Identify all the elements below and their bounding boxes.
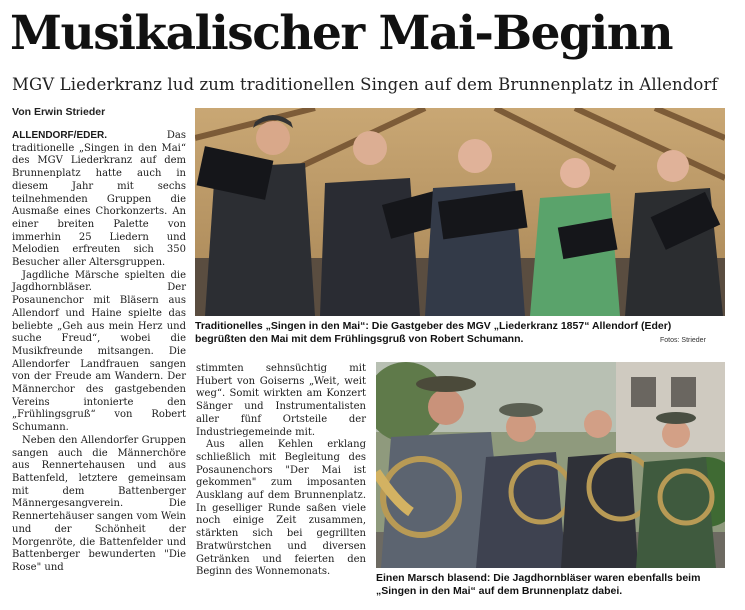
headline: Musikalischer Mai-Beginn: [10, 6, 673, 61]
photo-caption-1: Traditionelles „Singen in den Mai“: Die Gastgeber des MGV „Liederkranz 1857“ Allendorf (Eder) begrüßten den Mai mit dem Frühlingsgruß von Robert Schumann.: [195, 320, 672, 345]
dateline: ALLENDORF/EDER.: [12, 130, 107, 141]
article-column-1: [12, 130, 186, 575]
article-column-2: [196, 363, 366, 579]
choir-photo: [195, 108, 725, 316]
paragraph: Jagdliche Märsche spielten die Jagdhornbläser. Der Posaunenchor mit Bläsern aus Allendorf und Haine spielte das beliebte „Geh aus mein Herz und suche Freud“, wobei die Musikfreunde mitsangen. Die Allendorfer Landfrauen sangen von der Freude am Wandern. Der Männerchor des gastgebenden Vereins intonierte den „Frühlingsgruß“ von Robert Schumann.: [12, 269, 186, 434]
paragraph-text: Das traditionelle „Singen in den Mai“ des MGV Liederkranz auf dem Brunnenplatz hatte auch in diesem Jahr mit sechs teilnehmenden Gruppen die Ausmaße eines Chorkonzerts. An einer breiten Palette von immerhin 25 Liedern und Melodien erfreuten sich 350 Besucher aller Altersgruppen.: [12, 130, 186, 269]
byline: Von Erwin Strieder: [12, 106, 106, 118]
horn-players-photo: [376, 362, 725, 568]
photo-credit: Fotos: Strieder: [660, 337, 706, 344]
paragraph: Aus allen Kehlen erklang schließlich mit Begleitung des Posaunenchors "Der Mai ist gekommen" zum imposanten Ausklang auf dem Brunnenplatz. In geselliger Runde saßen viele noch einige Zeit zusammen, stärkten sich bei gegrillten Bratwürstchen und diversen Getränken und feierten den Beginn des Wonnemonats.: [196, 439, 366, 578]
horn-players-photo-image: [376, 362, 725, 568]
choir-photo-image: [195, 108, 725, 316]
paragraph: Neben den Allendorfer Gruppen sangen auch die Männerchöre aus Rennertehausen und aus Battenfeld, letztere gemeinsam mit dem Battenberger Männergesangverein. Die Rennertehäuser sangen vom Wein und der Schönheit der Morgenröte, die Battenfelder und Battenberger bewunderten "Die Rose" und: [12, 434, 186, 573]
paragraph: stimmten sehnsüchtig mit Hubert von Goiserns „Weit, weit weg“. Somit wirkten am Konzert Sänger und Instrumentalisten aller fünf Ortsteile der Industriegemeinde mit.: [196, 363, 366, 438]
photo-caption-2: Einen Marsch blasend: Die Jagdhornbläser waren ebenfalls beim „Singen in den Mai“ auf dem Brunnenplatz dabei.: [376, 572, 701, 597]
subheadline: MGV Liederkranz lud zum traditionellen Singen auf dem Brunnenplatz in Allendorf: [12, 75, 718, 94]
paragraph: [12, 130, 186, 270]
